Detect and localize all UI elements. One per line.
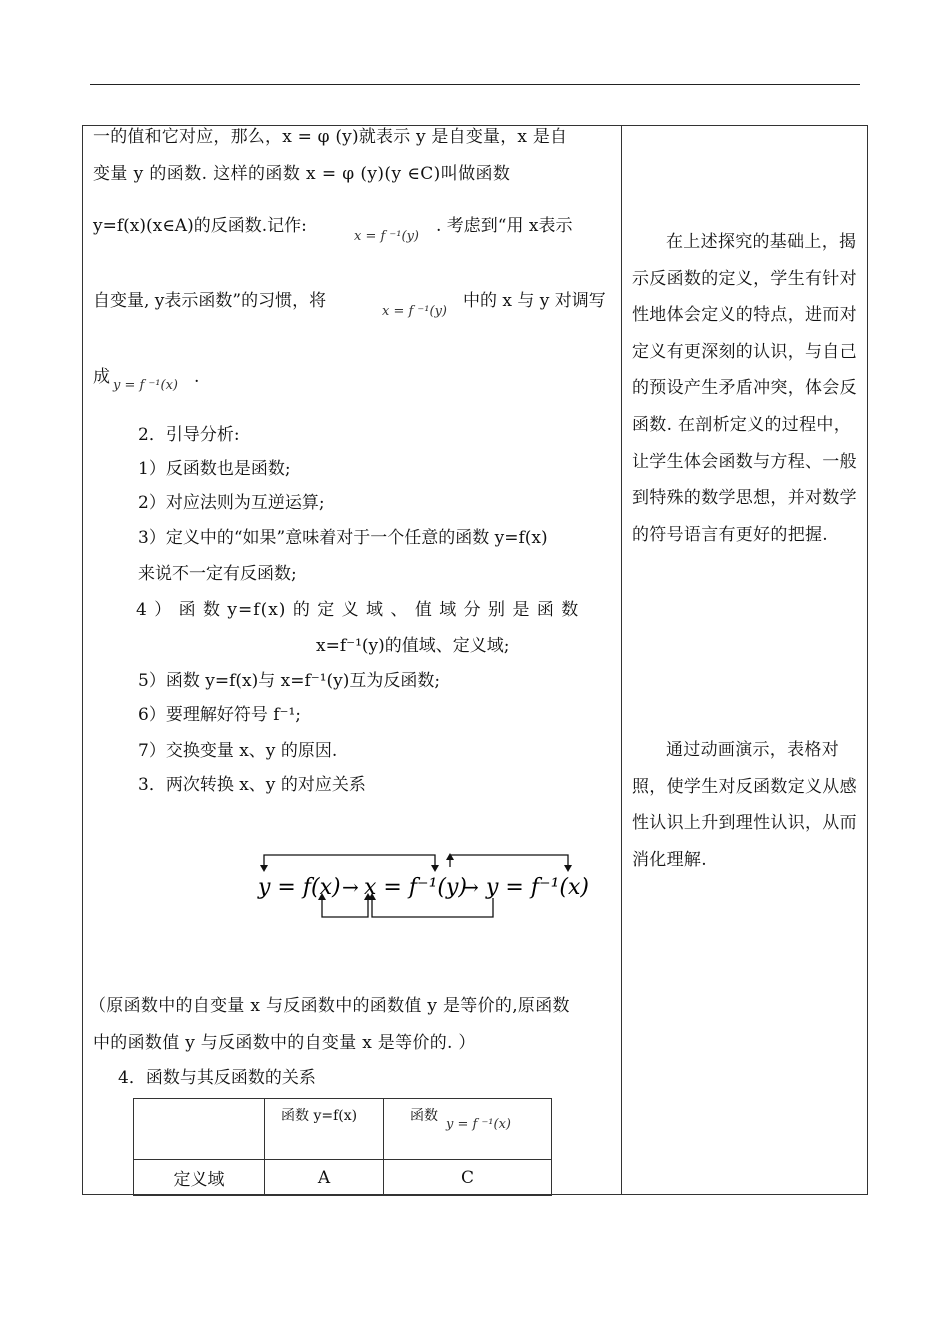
header-rule [90,84,860,85]
point-4-cont: x=f⁻¹(y)的值域、定义域; [316,636,510,656]
design-intent-paragraph-1: 在上述探究的基础上，揭示反函数的定义，学生有针对性地体会定义的特点，进而对定义有更深刻的认识，与自己的预设产生矛盾冲突，体会反函数. 在剖析定义的过程中，让学生体会函数与方程、一般到特殊的数学思想，并对数学的符号语言有更好的把握. [632,232,857,545]
formula-x-f-inverse-y: x = f ⁻¹(y) [354,229,419,244]
formula-x-f-inverse-y-2: x = f ⁻¹(y) [382,304,447,319]
formula-y-f-inverse-x: y = f ⁻¹(x) [113,378,178,393]
point-5: 5）函数 y=f(x)与 x=f⁻¹(y)互为反函数; [138,671,441,691]
section-4-title: 4．函数与其反函数的关系 [118,1068,316,1088]
table-cell-label: 定义域 [134,1160,265,1196]
table-cell-original-domain: A [265,1160,384,1196]
point-6: 6）要理解好符号 f⁻¹; [138,705,302,725]
point-4: 4 ） 函 数 y=f(x) 的 定 义 域 、 值 域 分 别 是 函 数 [136,600,580,620]
diagram-expr-1: y = f(x) [258,875,341,900]
table-header-original: 函数 y=f(x) [265,1099,384,1160]
point-2: 2）对应法则为互逆运算; [138,493,325,513]
equivalence-note-line-1: （原函数中的自变量 x 与反函数中的函数值 y 是等价的,原函数 [89,996,570,1016]
column-divider [621,125,622,1195]
table-row [134,1160,552,1196]
table-header-inverse-formula: y = f ⁻¹(x) [446,1117,511,1132]
definition-line-5b: . [194,367,200,387]
table-header-empty [134,1099,265,1160]
definition-line-4b: 中的 x 与 y 对调写 [463,291,606,311]
table-cell-inverse-domain: C [384,1160,552,1196]
function-relation-table [133,1098,552,1196]
diagram-expr-2: x = f⁻¹(y) [364,875,467,900]
point-3: 3）定义中的“如果”意味着对于一个任意的函数 y=f(x) [138,528,548,548]
equivalence-note-line-2: 中的函数值 y 与反函数中的自变量 x 是等价的. ） [93,1033,476,1053]
definition-line-1: 一的值和它对应，那么，x = φ (y)就表示 y 是自变量，x 是自 [93,127,568,147]
definition-line-5a: 成 [93,367,110,387]
diagram-expr-3: y = f⁻¹(x) [486,875,589,900]
definition-line-3b: . 考虑到“用 x表示 [436,216,573,236]
section-3-title: 3．两次转换 x、y 的对应关系 [138,775,366,795]
design-intent-paragraph-2: 通过动画演示，表格对照，使学生对反函数定义从感性认识上升到理性认识，从而消化理解. [632,740,857,870]
diagram-arrow-2: → [462,875,479,899]
table-header-row [134,1099,552,1160]
variable-exchange-diagram [250,850,590,934]
point-1: 1）反函数也是函数; [138,459,291,479]
definition-line-4a: 自变量, y表示函数”的习惯，将 [93,291,327,311]
point-7: 7）交换变量 x、y 的原因. [138,741,338,761]
point-3-cont: 来说不一定有反函数; [138,564,297,584]
section-2-title: 2．引导分析: [138,425,240,445]
diagram-arrow-1: → [342,875,359,899]
definition-line-2: 变量 y 的函数. 这样的函数 x = φ (y)(y ∈C)叫做函数 [93,164,511,184]
table-header-inverse: 函数 y = f ⁻¹(x) [384,1099,552,1160]
definition-line-3a: y=f(x)(x∈A)的反函数.记作: [93,216,307,236]
diagram-arrows [250,850,590,930]
